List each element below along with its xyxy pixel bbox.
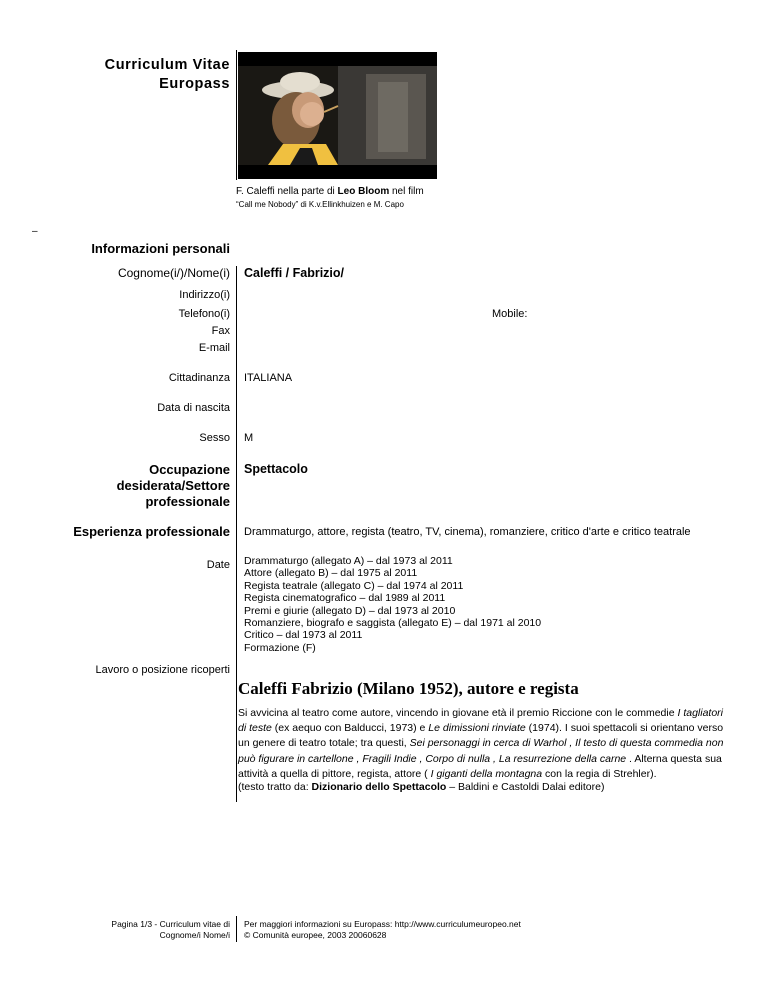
email-label: E-mail — [198, 342, 230, 354]
photo-caption-role: Leo Bloom — [337, 186, 390, 197]
dates-item: Romanziere, biografo e saggista (allegato E) – dal 1971 al 2010 — [244, 617, 542, 630]
bio-paragraph — [238, 706, 726, 782]
cv-title — [40, 56, 230, 94]
dates-list — [244, 555, 644, 654]
cv-title-line1: Curriculum Vitae — [104, 57, 230, 73]
bio-line — [238, 721, 726, 736]
bio-text: . Alterna questa sua — [626, 752, 722, 765]
occupation-heading-line2: desiderata/Settore — [116, 478, 230, 493]
occupation-heading-line3: professionale — [145, 494, 230, 509]
citizenship-label: Cittadinanza — [168, 372, 230, 384]
address-label: Indirizzo(i) — [179, 289, 230, 301]
footer-right — [244, 919, 744, 941]
mobile-label: Mobile: — [492, 308, 528, 320]
photo-caption-text: F. Caleffi nella parte di — [236, 186, 338, 197]
footer-left — [20, 919, 230, 941]
bio-line — [238, 706, 726, 721]
dates-item: Critico – dal 1973 al 2011 — [244, 629, 363, 642]
footer-name: Cognome/i Nome/i — [159, 930, 230, 940]
sex-label: Sesso — [199, 432, 230, 444]
name-label: Cognome(i/)/Nome(i) — [117, 266, 230, 280]
bio-source-suffix: – Baldini e Castoldi Dalai editore) — [446, 781, 605, 793]
sex-value: M — [244, 432, 254, 444]
main-divider — [236, 266, 237, 802]
bio-italic: Le dimissioni rinviate — [428, 722, 526, 735]
dates-label: Date — [206, 559, 230, 571]
footer-europass-link: Per maggiori informazioni su Europass: http://www.curriculumeuropeo.net — [244, 919, 521, 929]
cv-title-line2: Europass — [159, 76, 230, 92]
bio-italic: può figurare in cartellone , Fragili Indie , Corpo di nulla , La resurrezione della carne — [238, 752, 627, 765]
personal-info-heading: Informazioni personali — [91, 241, 230, 256]
occupation-heading — [20, 462, 230, 510]
footer-divider — [236, 916, 237, 942]
bio-italic: I giganti della montagna — [430, 767, 543, 780]
dates-item: Premi e giurie (allegato D) – dal 1973 al 2010 — [244, 604, 456, 617]
bio-source-prefix: (testo tratto da: — [238, 781, 312, 793]
bio-text: attività a quella di pittore, regista, attore ( — [238, 767, 431, 780]
birth-label: Data di nascita — [157, 402, 230, 414]
bio-line — [238, 752, 726, 767]
experience-summary: Drammaturgo, attore, regista (teatro, TV, cinema), romanziere, critico d'arte e critico teatrale — [244, 526, 691, 538]
bio-italic: I tagliatori — [677, 707, 724, 719]
fax-label: Fax — [211, 325, 230, 337]
bio-text: (1974). I suoi spettacoli si orientano verso — [525, 722, 724, 735]
bio-text: un genere di teatro totale; tra questi, — [238, 737, 410, 750]
photo-image — [238, 52, 437, 179]
bio-line — [238, 736, 726, 751]
photo-caption-line2: “Call me Nobody” di K.v.Ellinkhuizen e M. Capo — [236, 200, 404, 209]
bio-text: (ex aequo con Balducci, 1973) e — [271, 722, 429, 735]
position-label: Lavoro o posizione ricoperti — [95, 664, 230, 676]
footer-page-info: Pagina 1/3 - Curriculum vitae di — [111, 919, 230, 929]
bio-source — [238, 780, 738, 794]
bio-italic: Sei personaggi in cerca di Warhol , Il testo di questa commedia non — [409, 737, 724, 750]
profile-photo — [238, 52, 437, 179]
header-divider — [236, 50, 237, 180]
bio-text: con la regia di Strehler). — [542, 767, 657, 780]
dates-item: Attore (allegato B) – dal 1975 al 2011 — [244, 567, 418, 580]
dates-item: Formazione (F) — [244, 641, 316, 654]
bio-text: Si avvicina al teatro come autore, vincendo in giovane età il premio Riccione con le commedie — [238, 707, 675, 719]
stray-mark: – — [32, 226, 38, 237]
photo-caption-suffix: nel film — [389, 186, 424, 197]
bio-source-title: Dizionario dello Spettacolo — [311, 781, 447, 793]
citizenship-value: ITALIANA — [244, 372, 293, 384]
occupation-heading-line1: Occupazione — [149, 462, 230, 477]
dates-item: Regista cinematografico – dal 1989 al 2011 — [244, 592, 446, 605]
occupation-value: Spettacolo — [244, 462, 308, 476]
photo-caption-line1 — [236, 185, 536, 198]
bio-title: Caleffi Fabrizio (Milano 1952), autore e regista — [238, 679, 579, 698]
dates-item: Regista teatrale (allegato C) – dal 1974 al 2011 — [244, 579, 464, 592]
bio-italic: di teste — [238, 722, 272, 735]
name-value: Caleffi / Fabrizio/ — [244, 266, 345, 280]
dates-item: Drammaturgo (allegato A) – dal 1973 al 2011 — [244, 555, 453, 567]
phone-label: Telefono(i) — [178, 308, 230, 320]
footer-copyright: © Comunità europee, 2003 20060628 — [244, 930, 387, 940]
experience-heading: Esperienza professionale — [73, 524, 230, 539]
